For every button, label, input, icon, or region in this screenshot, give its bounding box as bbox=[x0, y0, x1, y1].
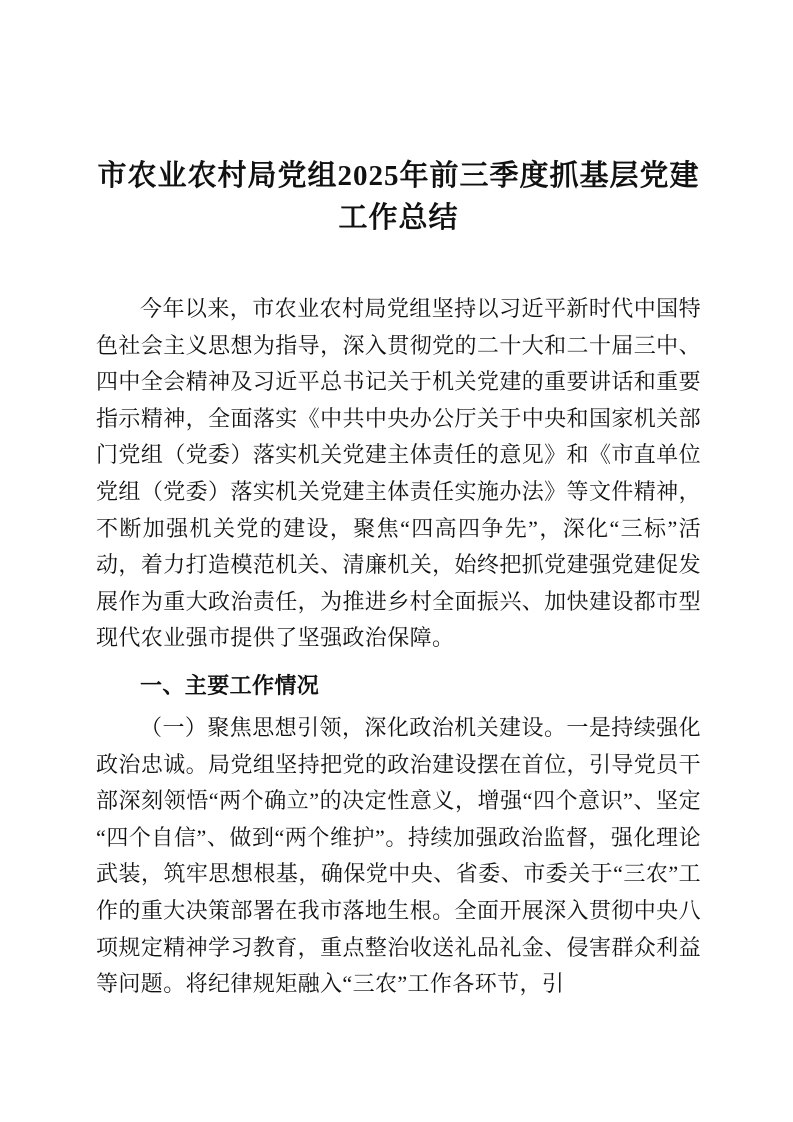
section-heading-main-work: 一、主要工作情况 bbox=[140, 672, 320, 698]
paragraph-intro: 今年以来，市农业农村局党组坚持以习近平新时代中国特色社会主义思想为指导，深入贯彻党的二十大和二十届三中、四中全会精神及习近平总书记关于机关党建的重要讲话和重要指示精神，全面落实《中共中央办公厅关于中央和国家机关部门党组（党委）落实机关党建主体责任的意见》和《市直单位党组（党委）落实机关党建主体责任实施办法》等文件精神，不断加强机关党的建设，聚焦“四高四争先”，深化“三标”活动，着力打造模范机关、清廉机关，始终把抓党建强党建促发展作为重大政治责任，为推进乡村全面振兴、加快建设都市型现代农业强市提供了坚强政治保障。 bbox=[96, 296, 701, 651]
paragraph-section-one: （一）聚焦思想引领，深化政治机关建设。一是持续强化政治忠诚。局党组坚持把党的政治建设摆在首位，引导党员干部深刻领悟“两个确立”的决定性意义，增强“四个意识”、坚定“四个自信”、做到“两个维护”。持续加强政治监督，强化理论武装，筑牢思想根基，确保党中央、省委、市委关于“三农”工作的重大决策部署在我市落地生根。全面开展深入贯彻中央八项规定精神学习教育，重点整治收送礼品礼金、侵害群众利益等问题。将纪律规矩融入“三农”工作各环节，引 bbox=[96, 714, 701, 997]
document-title: 市农业农村局党组2025年前三季度抓基层党建工作总结 bbox=[97, 160, 700, 234]
